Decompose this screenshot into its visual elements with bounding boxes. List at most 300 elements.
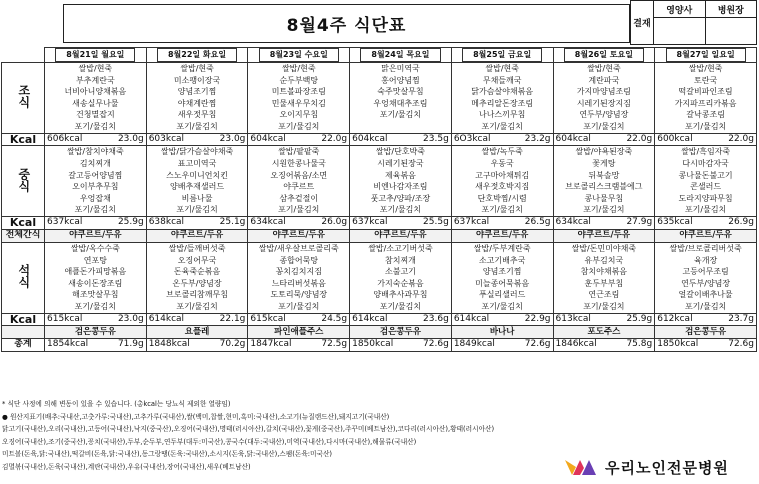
menu-item: 풋고추/양파/조장 [370,193,431,203]
snack-all-cell: 야쿠르트/두유 [451,229,553,242]
day-date: 8월23일 수요일 [259,48,339,62]
day-header [553,48,655,63]
menu-item: 쌀밥/현죽 [78,64,113,73]
menu-item: 쌀밥/들깨버섯죽 [168,243,226,253]
menu-item: 미늘종어묵볶음 [475,278,530,288]
day-date: 8월24일 목요일 [360,48,440,62]
menu-item: 떡갈비파인조림 [678,87,733,97]
kcal-values [248,134,349,146]
menu-item: 우엉잡채 [79,193,111,203]
approval-box [630,0,757,45]
meal-label-breakfast [2,63,45,134]
kcal-values [655,134,756,146]
menu-item: 갈고등어양념찜 [68,170,123,180]
kcal-value: 614kcal [352,313,388,324]
kcal-value: 637kcal [352,217,388,228]
menu-item: 연두부/양념장 [681,278,731,288]
menu-item: 양념조기찜 [482,267,522,277]
menu-item: 오이부추무침 [72,182,119,192]
menu-item: 오징어볶음/소면 [270,170,328,180]
evening-snack-cell: 바나나 [451,326,553,339]
kcal-values [45,314,146,326]
total-kcal: 1854kcal [47,339,89,350]
menu-item: 새송이돈장조림 [68,278,123,288]
menu-item: 참치야채볶음 [580,267,628,277]
menu-item: 홍어양념찜 [381,75,420,85]
menu-item: 닭가슴살야채볶음 [471,87,534,97]
menu-item: 연두부/양념장 [579,110,629,120]
menu-item: 연근조림 [588,290,620,300]
kcal-values [452,217,553,229]
kcal-values [350,314,451,326]
menu-item: 야채계란찜 [177,98,217,108]
total-values [248,339,349,351]
menu-item: 양배추재샐러드 [170,182,225,192]
kcal-cell [248,217,350,230]
kcal-cell [146,133,248,146]
protein-value: 23.2g [524,133,551,144]
kcal-values [452,314,553,326]
menu-item: 단호박찜/시렴 [477,193,527,203]
total-kcal: 1850kcal [352,339,394,350]
menu-item: 우엉채대추조림 [373,98,428,108]
kcal-value: 604kcal [250,133,286,144]
menu-cell [655,146,757,217]
menu-item: 제육볶음 [385,170,416,180]
kcal-value: 634kcal [250,217,286,228]
menu-item: 고등어무조림 [682,267,729,277]
protein-value: 23.5g [423,133,449,144]
menu-item: 삼추겉절이 [279,193,319,203]
protein-value: 26.0g [321,217,348,228]
evening-snack-label [2,326,45,339]
kcal-value: 612kcal [657,313,693,324]
kcal-cell [45,217,147,230]
menu-item: 포기/물김치 [176,205,218,215]
snack-all-cell: 야쿠르트/두유 [350,229,452,242]
kcal-cell [451,217,553,230]
kcal-values [554,217,655,229]
menu-item: 포기/물김치 [278,121,320,131]
menu-item: 포기/물김치 [278,301,320,311]
snack-all-label: 전체간식 [2,229,45,242]
kcal-values [655,314,756,326]
kcal-cell [146,313,248,326]
menu-item: 쌀밥/현죽 [587,64,621,73]
evening-snack-cell: 검은콩두유 [45,326,147,339]
menu-cell [350,63,452,134]
day-date: 8월27일 일요일 [666,48,746,62]
menu-item: 참치찌개 [385,255,416,265]
kcal-cell [553,217,655,230]
menu-item: 포기/물김치 [481,205,523,215]
menu-item: 시레기된장지짐 [576,98,631,108]
menu-item [350,121,451,133]
kcal-cell [248,313,350,326]
menu-item: 새우젓무침 [177,110,217,120]
menu-item: 오이지무침 [279,110,319,120]
protein-value: 27.9g [626,217,653,228]
menu-cell [45,146,147,217]
menu-item: 포기/물김치 [481,121,523,131]
total-values [554,339,655,351]
menu-item: 포기/물김치 [684,301,727,311]
kcal-values [248,314,349,326]
kcal-value: 6O3kcal [453,133,491,144]
kcal-cell [655,133,757,146]
evening-snack-cell: 파인애플주스 [248,326,350,339]
kcal-cell [350,313,452,326]
total-cell [350,339,452,352]
total-cell [451,339,553,352]
menu-item: 돈육죽순볶음 [173,267,221,277]
protein-value: 26.9g [728,217,754,228]
kcal-cell [553,133,655,146]
menu-item: 포기/물김치 [278,205,320,215]
menu-cell [553,63,655,134]
approval-director-label: 병원장 [705,1,757,18]
protein-value: 22.0g [626,133,653,144]
menu-item: 민물새우무치김 [271,98,326,108]
kcal-values [350,134,451,146]
menu-item: 도라지양파무침 [678,193,733,203]
kcal-value: 604kcal [555,133,591,144]
menu-cell [655,63,757,134]
menu-item: 새우젓호박지짐 [475,182,530,192]
menu-item: 포기/물김치 [176,121,218,131]
day-header [451,48,553,63]
menu-item: 포기/물김치 [74,205,117,215]
menu-table [1,47,757,352]
menu-item: 푸실리샐러드 [478,290,526,300]
day-header [350,48,452,63]
kcal-values [45,217,146,229]
menu-item: 쌀밥/두부계란죽 [473,243,531,253]
snack-all-cell: 야쿠르트/두유 [655,229,757,242]
total-protein: 71.9g [117,339,144,350]
note-line: ● 원산지표기(배추:국내산,고춧가루:국내산),고추가루(국내산),쌀(백미,찹쌀,현미,흑미:국내산),소고기(뉴질랜드산),돼지고기(국내산) [2,412,390,421]
kcal-value: 634kcal [555,217,591,228]
total-protein: 72.6g [728,339,754,350]
evening-snack-cell: 요플레 [146,326,248,339]
kcal-value: 613kcal [555,313,591,324]
kcal-cell [553,313,655,326]
menu-item: 콩나물돈불고기 [678,170,733,180]
menu-item: 시원한콩나물국 [271,158,326,168]
kcal-cell [350,133,452,146]
menu-item: 오징어무국 [177,255,217,265]
kcal-cell [451,133,553,146]
menu-item: 무채들깨국 [482,75,522,85]
total-protein: 70.2g [219,339,246,350]
kcal-cell [146,217,248,230]
menu-item: 소불고기 [385,267,416,277]
kcal-cell [45,133,147,146]
evening-snack-cell: 검은콩두유 [350,326,452,339]
menu-item: 포기/물김치 [583,205,625,215]
menu-item: 양념조기찜 [177,87,217,97]
snack-all-cell: 야쿠르트/두유 [45,229,147,242]
menu-item: 포기/물김치 [583,121,625,131]
kcal-value: 600kcal [657,133,693,144]
total-protein: 75.8g [626,339,653,350]
kcal-values [452,134,553,146]
menu-cell [451,63,553,134]
meal-label-text: 중식 [16,167,31,192]
snack-all-cell: 야쿠르트/두유 [146,229,248,242]
hospital-logo-icon [563,456,599,478]
total-kcal: 1848kcal [148,339,190,350]
menu-item: 쌀밥/현죽 [485,64,519,73]
menu-item: 쌀밥/현죽 [688,64,723,73]
day-header [45,48,147,63]
kcal-values [147,314,248,326]
menu-cell [45,63,147,134]
menu-item: 포기/물김치 [379,205,422,215]
kcal-values [147,134,248,146]
menu-item: 포기/물김치 [481,301,523,311]
menu-item: 포기/물김치 [74,301,117,311]
menu-item: 꽃게탕 [592,158,616,168]
total-kcal: 1850kcal [657,339,699,350]
protein-value: 24.5g [321,313,348,324]
menu-cell [45,242,147,313]
menu-item: 쌀밥/브로콜리버섯죽 [669,243,742,253]
menu-item: 양배추사과무침 [373,290,428,300]
menu-item: 도토리묵/양념장 [270,290,328,300]
kcal-label: Kcal [2,133,45,146]
protein-value: 23.0g [219,133,246,144]
snack-all-cell: 야쿠르트/두유 [248,229,350,242]
menu-item: 얼갈이배추나물 [678,290,733,300]
menu-item: 가지마양념조림 [576,87,631,97]
menu-item: 갈낙콩조림 [686,110,725,120]
protein-value: 22.0g [321,133,348,144]
menu-item: 가지파프리카볶음 [674,98,737,108]
menu-item: 쌀밥/현죽 [180,64,214,73]
kcal-values [45,134,146,146]
menu-item: 숙주맛살무침 [377,87,424,97]
menu-item: 해조맛살무침 [72,290,119,300]
kcal-cell [45,313,147,326]
note-line: 김멸볶(국내산),돈육(국내산),계란(국내산),우유(국내산),장어(국내산),새우(베트남산) [2,462,251,471]
menu-item: 새송실무나물 [72,98,119,108]
kcal-value: 615kcal [47,313,83,324]
menu-item: 너비아니양채볶음 [64,87,127,97]
day-date: 8월22일 화요일 [157,48,237,62]
menu-cell [655,242,757,313]
menu-item: 비엔나감자조림 [373,182,428,192]
menu-item: 쌀밥/팥팥죽 [278,147,320,157]
menu-item: 포기/물김치 [583,301,625,311]
menu-item: 종합어묵탕 [279,255,319,265]
menu-cell [248,146,350,217]
menu-item: 쌀밥/현죽 [281,64,316,73]
day-header [146,48,248,63]
total-kcal: 1846kcal [555,339,597,350]
kcal-value: 614kcal [148,313,185,324]
day-date: 8월26일 토요일 [564,48,644,62]
menu-cell [146,242,248,313]
total-values [350,339,451,351]
total-values [655,339,756,351]
menu-item: 우동국 [490,158,514,168]
kcal-cell [350,217,452,230]
menu-item: 다시마감자국 [682,158,729,168]
protein-value: 25.9g [626,313,653,324]
total-cell [553,339,655,352]
menu-item: 가지숙순볶음 [377,278,424,288]
day-date: 8월25일 금요일 [462,48,542,62]
kcal-value: 637kcal [453,217,490,228]
kcal-value: 615kcal [250,313,286,324]
day-header [248,48,350,63]
menu-cell [350,146,452,217]
menu-item: 포기/물김치 [379,110,422,120]
menu-item: 쌀밥/녹두죽 [481,147,523,157]
menu-item: 표고미역국 [177,158,217,168]
total-protein: 72.6g [423,339,449,350]
menu-item: 연포탕 [83,255,107,265]
approval-dietitian-label: 영양사 [654,1,706,18]
snack-all-cell: 야쿠르트/두유 [553,229,655,242]
menu-item: 메추리알돈장조림 [471,98,534,108]
note-line: 오징어(국내산),조기(중국산),꽁치(국내산),두부,순두부,연두부(대두:미국산),콩국수(대두:국내산),미역(국내산),다시마(국내산),해물류(국내산) [2,437,417,446]
kcal-values [248,217,349,229]
menu-item: 포기/물김치 [684,121,727,131]
kcal-values [655,217,756,229]
kcal-cell [248,133,350,146]
menu-item: 브로콜리스크램블에그 [565,182,643,192]
total-values [45,339,146,351]
menu-item: 계란파국 [588,75,620,85]
menu-cell [451,242,553,313]
meal-label-text: 석식 [16,264,31,289]
menu-cell [146,146,248,217]
protein-value: 26.5g [524,217,551,228]
kcal-values [147,217,248,229]
total-protein: 72.6g [524,339,551,350]
menu-item: 훈두부부침 [584,278,624,288]
protein-value: 22.1g [219,313,246,324]
kcal-values [554,134,655,146]
menu-item: 맑은미역국 [381,64,420,73]
menu-cell [451,146,553,217]
menu-cell [553,242,655,313]
menu-item: 소고기배추국 [478,255,526,265]
menu-item: 포기/물김치 [379,301,422,311]
menu-item: 미소팽이장국 [173,75,221,85]
kcal-value: 637kcal [47,217,83,228]
kcal-values [350,217,451,229]
protein-value: 25.5g [423,217,449,228]
menu-item: 쌀밥/옥수수죽 [70,243,120,253]
menu-item: 순두부백탕 [279,75,319,85]
protein-value: 23.0g [117,313,144,324]
menu-item: 유부김치국 [584,255,624,265]
menu-item: 꽁치김치지짐 [275,267,322,277]
protein-value: 23.7g [728,313,754,324]
meal-label-lunch [2,146,45,217]
menu-cell [248,242,350,313]
protein-value: 22.9g [524,313,551,324]
kcal-label: Kcal [2,313,45,326]
menu-item: 스노우미니언치킨 [166,170,228,180]
kcal-value: 638kcal [148,217,185,228]
kcal-cell [655,217,757,230]
menu-cell [248,63,350,134]
menu-cell [553,146,655,217]
approval-dietitian-sign [654,18,706,45]
menu-item: 쌀밥/단호박죽 [375,147,425,157]
menu-item: 건청멸잡지 [76,110,115,120]
page-title: 8월4주 식단표 [63,4,630,43]
total-protein: 72.5g [321,339,348,350]
menu-item: 나나스끼무침 [478,110,526,120]
protein-value: 25.1g [219,217,246,228]
approval-director-sign [705,18,757,45]
total-label: 총계 [2,339,45,352]
menu-item: 김치찌개 [79,158,111,168]
protein-value: 23.6g [423,313,449,324]
total-values [147,339,248,351]
menu-item: 콩나물무침 [584,193,624,203]
kcal-value: 606kcal [47,133,83,144]
menu-item: 야쿠르트 [283,182,315,192]
total-values [452,339,553,351]
menu-item: 쌀밥/닭가슴살야채죽 [160,147,234,157]
menu-item: 고구마아채튀김 [475,170,530,180]
total-cell [146,339,248,352]
menu-item: 포기/물김치 [74,121,117,131]
menu-item: 포기/물김치 [684,205,727,215]
corner-cell [2,48,45,63]
protein-value: 23.0g [117,133,144,144]
menu-item: 쌀밥/돈민미야채죽 [571,243,637,253]
menu-cell [350,242,452,313]
note-line: 닭고기(국내산),오리(국내산),고등어(국내산),낙지(중국산),오징어(국내산),명태(러시아산),갈치(국내산),꽃게(중국산),주꾸미(베트남산),코다리(러시아산),황태(러시아산) [2,425,495,434]
menu-item: 쌀밥/참치야채죽 [66,147,124,157]
kcal-cell [451,313,553,326]
protein-value: 22.0g [728,133,754,144]
total-cell [655,339,757,352]
menu-item: 비름나물 [181,193,213,203]
protein-value: 25.9g [117,217,144,228]
kcal-value: 603kcal [148,133,185,144]
menu-item: 쌀밥/흑임자죽 [681,147,731,157]
note-line: 미트볼(돈육,닭:국내산),떡갈비(돈육,닭:국내산),동그랑땡(돈육:국내산),소시지(돈육,닭:국내산),스팸(돈육:미국산) [2,450,333,459]
meal-label-text: 조식 [16,84,31,109]
total-cell [248,339,350,352]
kcal-label: Kcal [2,217,45,230]
hospital-name: 우리노인전문병원 [605,458,729,477]
menu-item: 미트볼파장조림 [271,87,326,97]
menu-item: 온두부/양념장 [172,278,222,288]
day-date: 8월21일 월요일 [55,48,135,62]
menu-item: 콘샐러드 [690,182,722,192]
menu-item: 브로콜리참깨무침 [166,290,228,300]
hospital-logo [563,456,729,478]
menu-item: 쌀밥/새우살브로콜리죽 [258,243,339,253]
total-kcal: 1849kcal [453,339,495,350]
menu-item: 애플돈가피망볶음 [64,267,127,277]
menu-item: 육개장 [694,255,718,265]
menu-item: 토란국 [694,75,718,85]
menu-cell [146,63,248,134]
kcal-value: 604kcal [352,133,388,144]
total-kcal: 1847kcal [250,339,292,350]
menu-item: 느타리버섯볶음 [271,278,326,288]
